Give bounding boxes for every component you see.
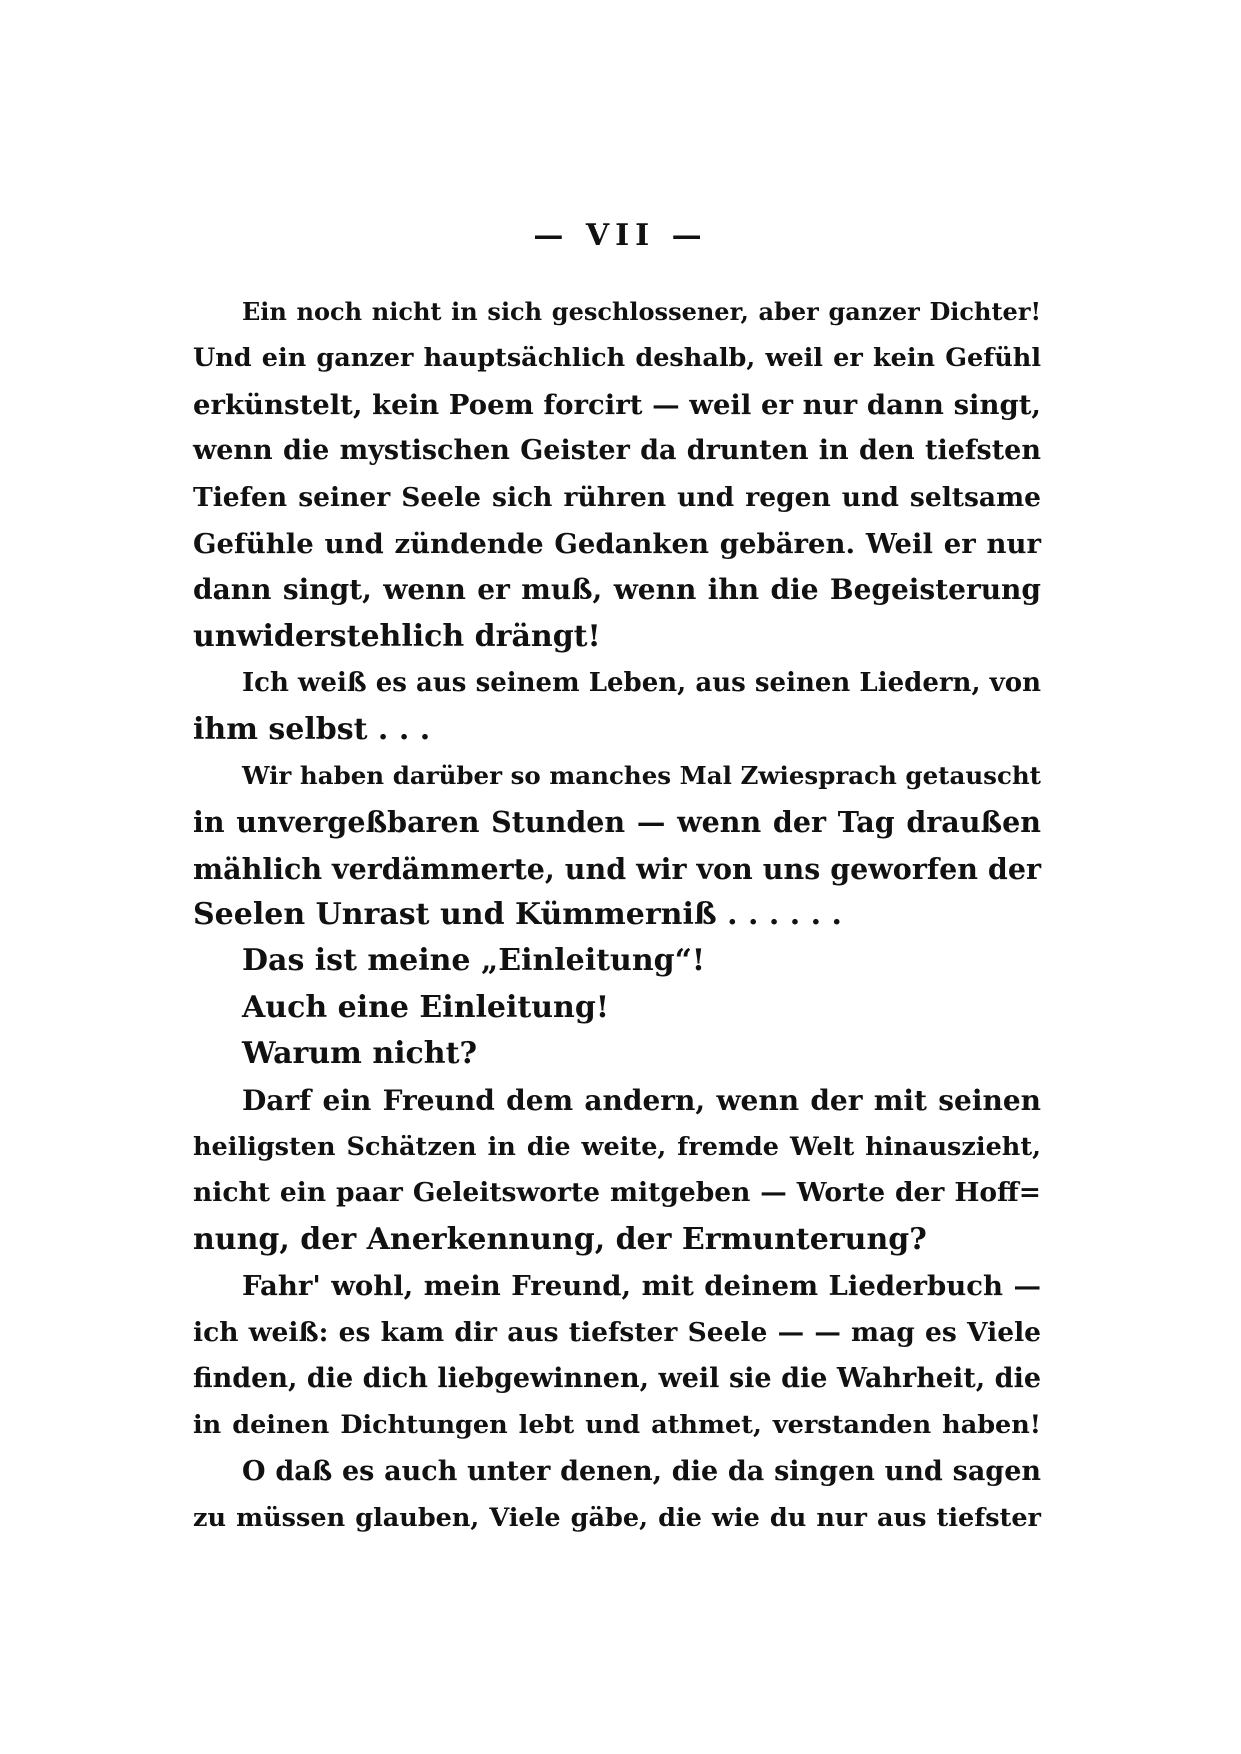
text-line: Warum nicht? [242, 1036, 478, 1072]
text-line: heiligsten Schätzen in die weite, fremde Welt hinauszieht, [193, 1132, 1041, 1163]
text-line: Seelen Unrast und Kümmerniß . . . . . . [193, 897, 842, 933]
text-line: Das ist meine „Einleitung“! [242, 943, 706, 979]
text-line: Auch eine Einleitung! [242, 989, 610, 1025]
text-line: O daß es auch unter denen, die da singen und sagen [242, 1455, 1041, 1487]
text-line: zu müssen glauben, Viele gäbe, die wie du nur aus tiefster [193, 1503, 1041, 1534]
text-line: Ich weiß es aus seinem Leben, aus seinen Liedern, von [242, 668, 1041, 699]
page-number: — VII — [533, 218, 708, 253]
text-line: in unvergeßbaren Stunden — wenn der Tag draußen [193, 805, 1041, 840]
text-line: Wir haben darüber so manches Mal Zwiesprach getauscht [242, 760, 1041, 790]
text-line: mählich verdämmerte, und wir von uns geworfen der [193, 851, 1041, 886]
text-line: erkünstelt, kein Poem forcirt — weil er nur dann singt, [193, 388, 1041, 421]
text-line: unwiderstehlich drängt! [193, 618, 601, 654]
text-line: in deinen Dichtungen lebt und athmet, verstanden haben! [193, 1410, 1041, 1441]
text-line: nicht ein paar Geleitsworte mitgeben — Worte der Hoff= [193, 1177, 1041, 1209]
text-line: Tiefen seiner Seele sich rühren und regen und seltsame [193, 481, 1041, 513]
text-line: ihm selbst . . . [193, 711, 431, 747]
text-line: finden, die dich liebgewinnen, weil sie die Wahrheit, die [193, 1362, 1041, 1394]
text-line: wenn die mystischen Geister da drunten in den tiefsten [193, 435, 1041, 467]
text-line: Ein noch nicht in sich geschlossener, aber ganzer Dichter! [242, 297, 1041, 326]
text-line: Fahr' wohl, mein Freund, mit deinem Liederbuch — [242, 1270, 1041, 1303]
text-line: ich weiß: es kam dir aus tiefster Seele — — mag es Viele [193, 1316, 1041, 1348]
text-line: Darf ein Freund dem andern, wenn der mit seinen [242, 1083, 1041, 1117]
body-text [193, 289, 1041, 1542]
text-line: Und ein ganzer hauptsächlich deshalb, weil er kein Gefühl [193, 343, 1041, 374]
text-line: dann singt, wenn er muß, wenn ihn die Begeisterung [193, 573, 1041, 607]
text-line: nung, der Anerkennung, der Ermunterung? [193, 1221, 927, 1257]
text-line: Gefühle und zündende Gedanken gebären. Weil er nur [193, 527, 1041, 560]
